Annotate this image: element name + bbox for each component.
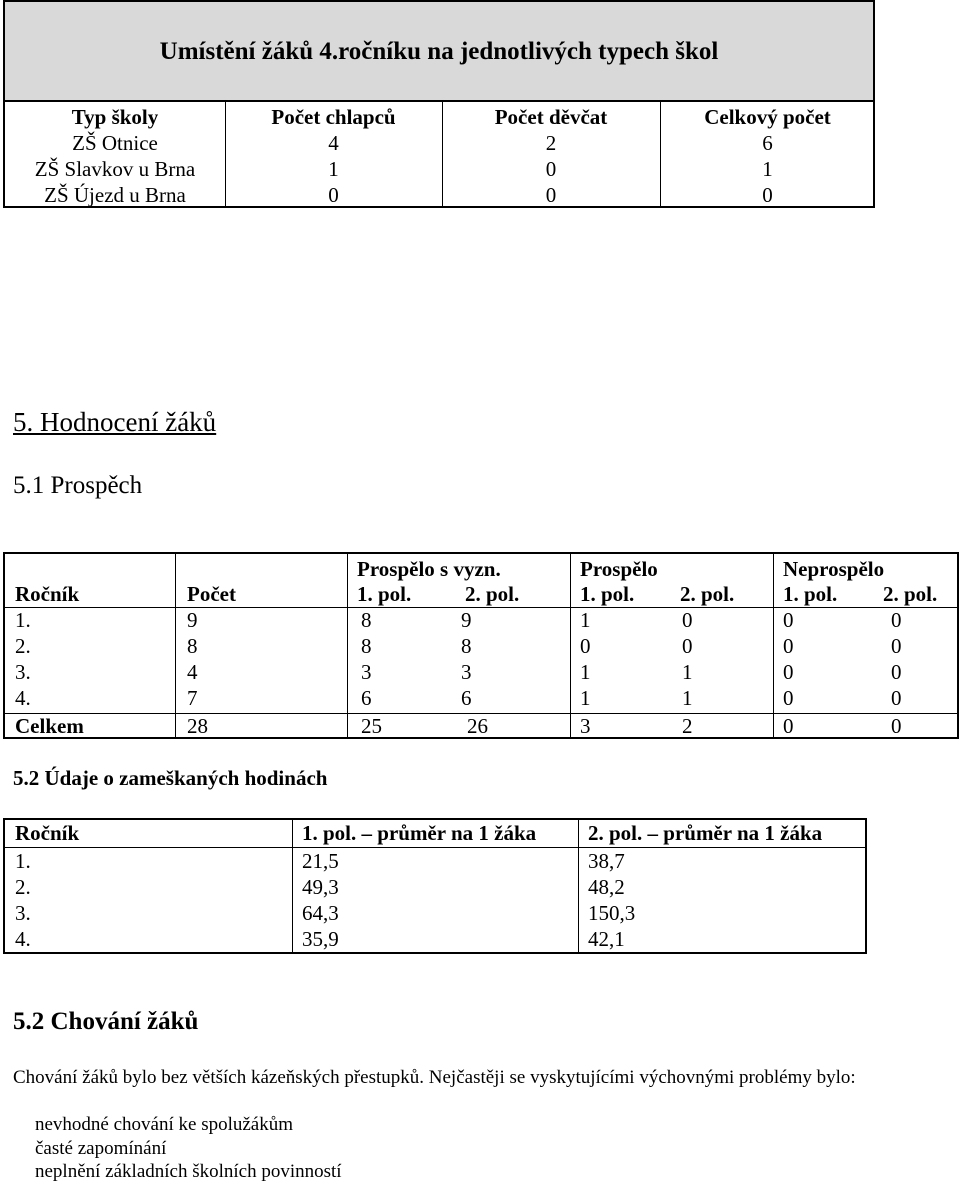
passed-sem1: 1: [580, 686, 591, 710]
school-table-header-row: [5, 104, 873, 130]
header-sem1: 1. pol.: [783, 582, 838, 606]
school-table-title: Umístění žáků 4.ročníku na jednotlivých typech škol: [159, 38, 719, 65]
failed-sem1: 0: [783, 686, 794, 710]
column-divider: [773, 554, 774, 737]
column-divider: [175, 554, 176, 737]
header-failed: Neprospělo: [783, 557, 885, 581]
failed-sem2: 0: [891, 714, 902, 738]
grade: 4.: [15, 927, 31, 951]
subsection-heading-behavior: 5.2 Chování žáků: [13, 1008, 199, 1035]
count: 8: [187, 634, 198, 658]
passed-sem2: 0: [682, 634, 693, 658]
sem1-average: 21,5: [302, 849, 339, 873]
school-table-title-cell: [5, 2, 873, 102]
school-name: ZŠ Otnice: [72, 131, 158, 155]
boys-count: 0: [328, 183, 339, 207]
list-item: časté zapomínání: [35, 1138, 167, 1159]
school-name: ZŠ Slavkov u Brna: [34, 157, 196, 181]
failed-sem1: 0: [783, 634, 794, 658]
distinction-sem1: 3: [361, 660, 372, 684]
failed-sem1: 0: [783, 660, 794, 684]
count: 4: [187, 660, 198, 684]
school-placement-table: [3, 0, 875, 208]
total-count: 0: [762, 183, 773, 207]
behavior-paragraph: Chování žáků bylo bez větších kázeňských přestupků. Nejčastěji se vyskytujícími výchovnými problémy bylo:: [13, 1067, 856, 1088]
header-sem2-average: 2. pol. – průměr na 1 žáka: [588, 821, 823, 845]
header-passed: Prospělo: [580, 557, 658, 581]
table-row: [5, 156, 873, 182]
header-sem2: 2. pol.: [680, 582, 735, 606]
total-count: 6: [762, 131, 773, 155]
sem2-average: 150,3: [588, 901, 636, 925]
failed-sem1: 0: [783, 714, 794, 738]
table-row: [5, 182, 873, 208]
header-sem2: 2. pol.: [465, 582, 520, 606]
header-grade: Ročník: [15, 582, 80, 606]
passed-sem2: 2: [682, 714, 693, 738]
failed-sem2: 0: [891, 634, 902, 658]
header-sem1-average: 1. pol. – průměr na 1 žáka: [302, 821, 537, 845]
list-item: nevhodné chování ke spolužákům: [35, 1114, 294, 1135]
header-grade: Ročník: [15, 821, 80, 845]
distinction-sem1: 8: [361, 608, 372, 632]
header-passed-with-distinction: Prospělo s vyzn.: [357, 557, 501, 581]
sem2-average: 42,1: [588, 927, 625, 951]
sem1-average: 49,3: [302, 875, 339, 899]
passed-sem2: 0: [682, 608, 693, 632]
distinction-sem2: 9: [461, 608, 472, 632]
grade: 3.: [15, 660, 31, 684]
grade: 1.: [15, 608, 31, 632]
total-label: Celkem: [15, 714, 84, 738]
grade: 1.: [15, 849, 31, 873]
failed-sem2: 0: [891, 608, 902, 632]
sem2-average: 48,2: [588, 875, 625, 899]
results-table: [3, 552, 959, 739]
header-girls: Počet děvčat: [494, 105, 608, 129]
row-divider: [5, 847, 865, 848]
count: 28: [187, 714, 208, 738]
distinction-sem2: 26: [467, 714, 488, 738]
passed-sem1: 0: [580, 634, 591, 658]
grade: 2.: [15, 634, 31, 658]
distinction-sem1: 8: [361, 634, 372, 658]
distinction-sem2: 6: [461, 686, 472, 710]
list-item: neplnění základních školních povinností: [35, 1161, 342, 1182]
passed-sem1: 1: [580, 660, 591, 684]
count: 9: [187, 608, 198, 632]
distinction-sem2: 8: [461, 634, 472, 658]
sem2-average: 38,7: [588, 849, 625, 873]
girls-count: 0: [545, 183, 557, 207]
column-divider: [292, 820, 293, 952]
total-count: 1: [762, 157, 773, 181]
sem1-average: 35,9: [302, 927, 339, 951]
absence-table: [3, 818, 867, 954]
distinction-sem1: 6: [361, 686, 372, 710]
section-heading-evaluation: 5. Hodnocení žáků: [13, 407, 217, 437]
header-count: Počet: [187, 582, 236, 606]
header-boys: Počet chlapců: [271, 105, 396, 129]
passed-sem1: 3: [580, 714, 591, 738]
distinction-sem2: 3: [461, 660, 472, 684]
passed-sem1: 1: [580, 608, 591, 632]
column-divider: [347, 554, 348, 737]
grade: 2.: [15, 875, 31, 899]
failed-sem2: 0: [891, 660, 902, 684]
column-divider: [570, 554, 571, 737]
subsection-heading-results: 5.1 Prospěch: [13, 472, 143, 499]
subsection-heading-absence: 5.2 Údaje o zameškaných hodinách: [13, 766, 328, 790]
grade: 3.: [15, 901, 31, 925]
header-sem2: 2. pol.: [883, 582, 938, 606]
girls-count: 0: [545, 157, 557, 181]
column-divider: [578, 820, 579, 952]
header-sem1: 1. pol.: [580, 582, 635, 606]
distinction-sem1: 25: [361, 714, 382, 738]
header-sem1: 1. pol.: [357, 582, 412, 606]
failed-sem2: 0: [891, 686, 902, 710]
school-name: ZŠ Újezd u Brna: [44, 183, 186, 207]
header-total: Celkový počet: [704, 105, 831, 129]
boys-count: 4: [328, 131, 339, 155]
grade: 4.: [15, 686, 31, 710]
failed-sem1: 0: [783, 608, 794, 632]
sem1-average: 64,3: [302, 901, 339, 925]
passed-sem2: 1: [682, 660, 693, 684]
girls-count: 2: [545, 131, 557, 155]
count: 7: [187, 686, 198, 710]
boys-count: 1: [328, 157, 339, 181]
row-divider: [5, 607, 957, 608]
passed-sem2: 1: [682, 686, 693, 710]
header-school-type: Typ školy: [71, 105, 159, 129]
table-row: [5, 130, 873, 156]
